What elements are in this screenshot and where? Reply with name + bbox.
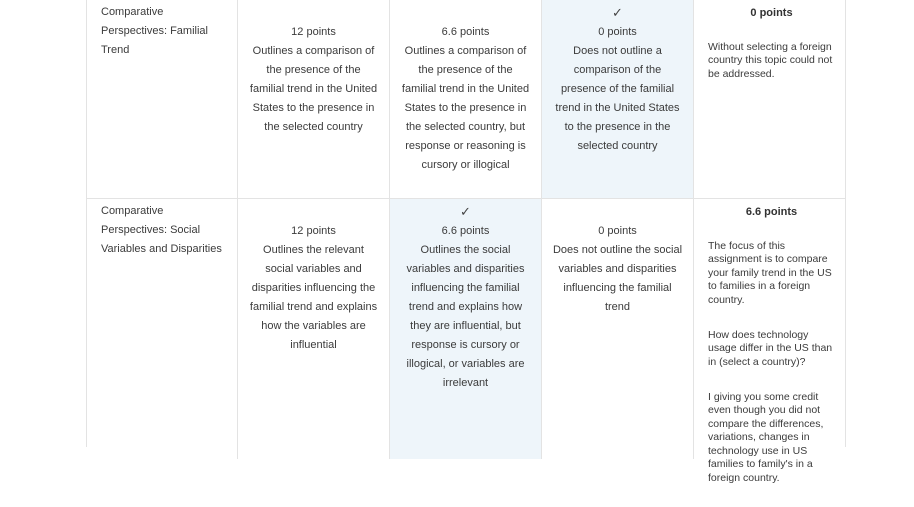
rating-cell[interactable] (238, 0, 390, 198)
checkmark-icon: ✓ (460, 204, 471, 219)
rubric-table (86, 0, 846, 484)
comment-cell (694, 199, 845, 484)
criterion-label: Comparative Perspectives: Social Variables and Disparities (101, 205, 222, 255)
rubric-row (87, 0, 845, 199)
rating-points: 6.6 points (441, 225, 490, 237)
comment-score: 0 points (750, 7, 793, 19)
rating-description: Outlines the social variables and disparities influencing the familial trend and explains how they are influential, but response is cursory or illogical, or variables are irrelevant (406, 244, 525, 389)
comment-cell (694, 0, 845, 198)
comment-paragraph: Without selecting a foreign country this topic could not be addressed. (708, 40, 833, 80)
rating-points: 0 points (598, 26, 637, 38)
rating-description: Outlines a comparison of the presence of the familial trend in the United States to the presence in the selected country (249, 45, 378, 133)
criterion-label: Comparative Perspectives: Familial Trend (101, 6, 208, 56)
rating-cell-selected[interactable] (390, 199, 542, 459)
rating-points: 0 points (598, 225, 637, 237)
rating-description: Outlines a comparison of the presence of the familial trend in the United States to the presence in the selected country, but response or reasoning is cursory or illogical (401, 45, 530, 171)
rating-cell[interactable] (390, 0, 542, 198)
comment-text (708, 27, 835, 103)
rating-description: Outlines the relevant social variables and disparities influencing the familial trend and explains how the variables are influential (249, 244, 378, 351)
comment-paragraph: I giving you some credit even though you did not compare the differences, variations, changes in technology use in US families to family's in a foreign country. (708, 390, 824, 484)
checkmark-icon: ✓ (612, 5, 623, 20)
rating-points: 12 points (291, 26, 336, 38)
rating-cell-selected[interactable] (542, 0, 694, 198)
rating-points: 6.6 points (441, 26, 490, 38)
rating-cell[interactable] (542, 199, 694, 459)
comment-text (708, 226, 835, 507)
rating-cell[interactable] (238, 199, 390, 459)
comment-paragraph: How does technology usage differ in the US than in (select a country)? (708, 328, 833, 368)
rating-points: 12 points (291, 225, 336, 237)
criterion-cell (87, 199, 238, 459)
rating-description: Does not outline the social variables and disparities influencing the familial trend (552, 244, 683, 313)
comment-paragraph: The focus of this assignment is to compare your family trend in the US to families in a foreign country. (708, 239, 832, 306)
rating-description: Does not outline a comparison of the presence of the familial trend in the United States to the presence in the selected country (555, 45, 680, 152)
criterion-cell (87, 0, 238, 198)
rubric-row (87, 199, 845, 484)
comment-score: 6.6 points (745, 206, 798, 218)
